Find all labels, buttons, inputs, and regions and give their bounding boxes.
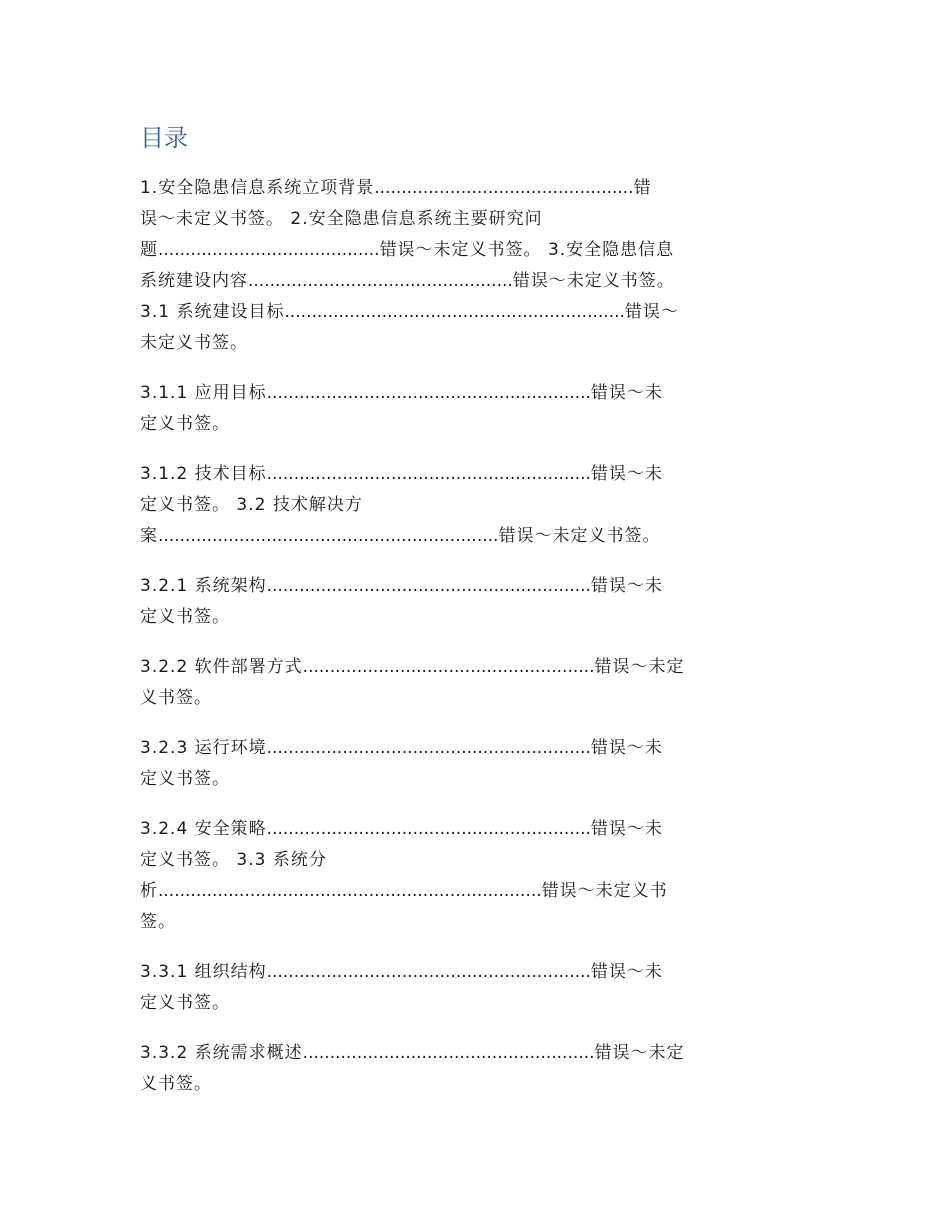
- toc-entry-line[interactable]: 定义书签。: [140, 769, 230, 789]
- toc-entry-line[interactable]: 定义书签。: [140, 993, 230, 1013]
- toc-entry-block: [140, 571, 810, 633]
- toc-entry-block: [140, 733, 810, 795]
- toc-entry-block: [140, 378, 810, 440]
- toc-entry-line[interactable]: 签。: [140, 912, 176, 932]
- toc-entry-line[interactable]: 3.2.4 安全策略............................................................错误～未: [140, 819, 663, 839]
- toc-entry-line[interactable]: 3.1.1 应用目标............................................................错误～未: [140, 383, 663, 403]
- toc-entry-line[interactable]: 3.2.3 运行环境............................................................错误～未: [140, 738, 663, 758]
- toc-entry-line[interactable]: 3.3.2 系统需求概述......................................................错误～未定: [140, 1043, 685, 1063]
- toc-entry-line[interactable]: 3.3.1 组织结构............................................................错误～未: [140, 962, 663, 982]
- toc-entry-line[interactable]: 定义书签。: [140, 414, 230, 434]
- toc-entry-line[interactable]: 3.2.2 软件部署方式......................................................错误～未定: [140, 657, 685, 677]
- toc-entry-line[interactable]: 误～未定义书签。 2.安全隐患信息系统主要研究问: [140, 209, 543, 229]
- toc-entry-line[interactable]: 义书签。: [140, 1074, 212, 1094]
- toc-entry-line[interactable]: 1.安全隐患信息系统立项背景................................................错: [140, 178, 652, 198]
- toc-entry-line[interactable]: 义书签。: [140, 688, 212, 708]
- toc-entry-block: [140, 459, 810, 552]
- toc-entry-block: [140, 652, 810, 714]
- toc-entry-line[interactable]: 定义书签。 3.3 系统分: [140, 850, 327, 870]
- toc-entry-line[interactable]: 案...............................................................错误～未定义书签。: [140, 526, 661, 546]
- toc-entry-line[interactable]: 析.......................................................................错误～未定义书: [140, 881, 668, 901]
- toc-entry-line[interactable]: 定义书签。 3.2 技术解决方: [140, 495, 363, 515]
- toc-entry-line[interactable]: 系统建设内容.................................................错误～未定义书签。: [140, 271, 675, 291]
- toc-entry-line[interactable]: 3.1 系统建设目标...............................................................错误～: [140, 302, 679, 322]
- toc-entries: [140, 173, 810, 1119]
- toc-heading: 目录: [140, 124, 188, 152]
- toc-entry-block: [140, 814, 810, 938]
- toc-entry-line[interactable]: 未定义书签。: [140, 333, 248, 353]
- toc-entry-line[interactable]: 定义书签。: [140, 607, 230, 627]
- toc-entry-line[interactable]: 3.2.1 系统架构............................................................错误～未: [140, 576, 663, 596]
- toc-entry-line[interactable]: 题.........................................错误～未定义书签。 3.安全隐患信息: [140, 240, 675, 260]
- toc-entry-block: [140, 957, 810, 1019]
- toc-entry-block: [140, 1038, 810, 1100]
- toc-entry-block: [140, 173, 810, 359]
- toc-entry-line[interactable]: 3.1.2 技术目标............................................................错误～未: [140, 464, 663, 484]
